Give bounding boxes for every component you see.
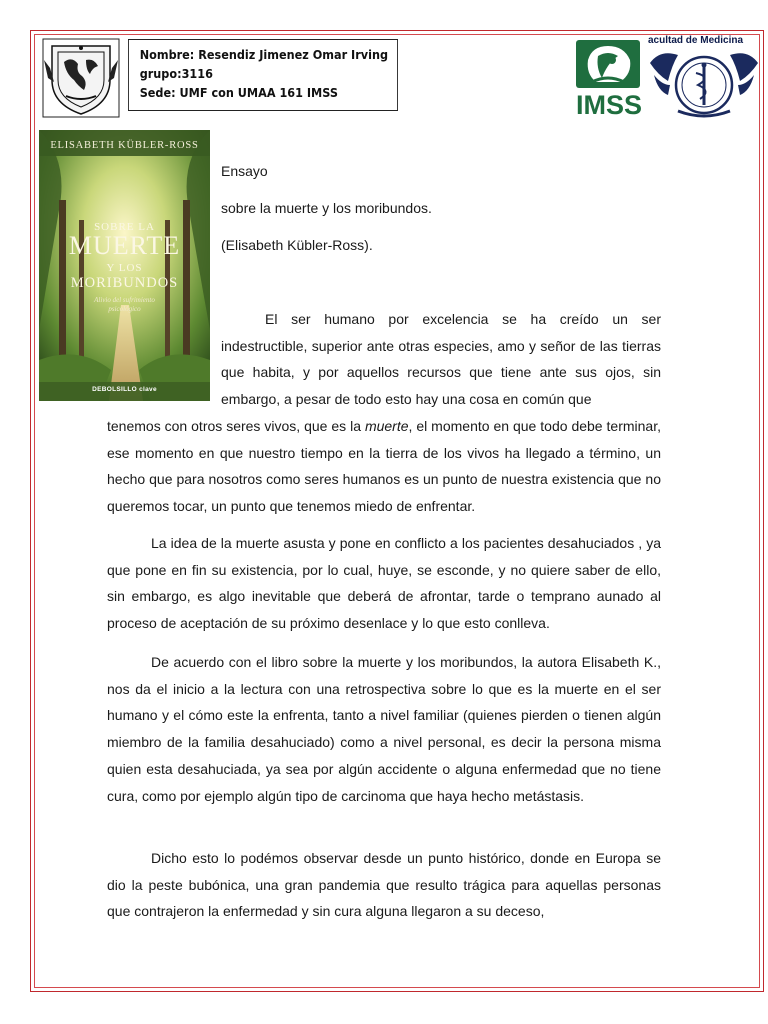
paragraph-1-rest [107,413,661,520]
paragraph-1-pre: tenemos con otros seres vivos, que es la [107,418,365,434]
student-name: Nombre: Resendiz Jimenez Omar Irving [139,47,389,62]
book-cover-image [39,130,210,401]
unam-crest-logo [42,38,120,118]
faculty-label: acultad de Medicina [648,35,744,46]
book-subtitle-line-1: Alivio del sufrimiento [94,296,155,304]
imss-logo [572,38,646,120]
paragraph-4 [107,845,661,925]
book-title-line-3: Y LOS [106,262,143,274]
paragraph-2 [107,530,661,637]
paragraph-1-rest-text [107,413,661,520]
paragraph-1-top [221,306,661,413]
paragraph-1-post: , el momento en que todo debe terminar, ese momento en que nuestro tiempo en la tierra de los vivos ha llegado a término, un hecho que para nosotros como seres humanos es un punto de nuestra existencia que no queremos tocar, un punto que tenemos miedo de enfrentar. [107,418,661,515]
essay-author: (Elisabeth Kübler-Ross). [221,237,373,253]
student-info-box [128,39,398,111]
student-site: Sede: UMF con UMAA 161 IMSS [139,85,338,100]
book-author: ELISABETH KÜBLER-ROSS [50,140,199,151]
book-title-line-2: MUERTE [68,231,181,260]
paragraph-1-emphasis: muerte [364,418,409,434]
paragraph-1-top-text: El ser humano por excelencia se ha creído un ser indestructible, superior ante otras especies, amo y señor de las tierras que habita, y por aquellos recursos que tiene ante sus ojos, sin embargo, a pesar de todo esto hay una cosa en común que [221,311,661,408]
book-title-line-1: SOBRE LA [94,221,155,233]
paragraph-3 [107,649,661,809]
student-group: grupo:3116 [139,66,213,81]
imss-wordmark: IMSS [575,90,643,120]
essay-subtitle: sobre la muerte y los moribundos. [221,200,432,216]
book-title-line-4: MORIBUNDOS [70,275,179,291]
faculty-crest-logo [648,45,760,123]
paragraph-4-text: Dicho esto lo podémos observar desde un punto histórico, donde en Europa se dio la peste bubónica, una gran pandemia que resulto trágica para aquellas personas que contrajeron la enfermedad y sin cura alguna llegaron a su deceso, [107,850,661,920]
book-subtitle [39,296,210,314]
book-subtitle-line-2: psicológico [108,305,141,313]
book-publisher: DEBOLSILLO clave [92,386,157,393]
essay-label: Ensayo [221,163,268,179]
paragraph-2-text: La idea de la muerte asusta y pone en conflicto a los pacientes desahuciados , ya que pone en fin su existencia, por lo cual, huye, se esconde, y no quiere saber de ello, sin embargo, es algo inevitable que deberá de afrontar, tarde o temprano aunado al proceso de aceptación de su próximo desenlace y lo que esto conlleva. [107,535,661,632]
paragraph-3-text: De acuerdo con el libro sobre la muerte y los moribundos, la autora Elisabeth K., nos da el inicio a la lectura con una retrospectiva sobre lo que es la muerte en el ser humano y el cómo este la enfrenta, tanto a nivel familiar (quienes pierden o tienen algún miembro de la familia desahuciado) como a nivel personal, es decir la persona misma quien esta desahuciada, ya sea por algún accidente o alguna enfermedad que no tiene cura, como por ejemplo algún tipo de carcinoma que haya hecho metástasis. [107,654,661,804]
